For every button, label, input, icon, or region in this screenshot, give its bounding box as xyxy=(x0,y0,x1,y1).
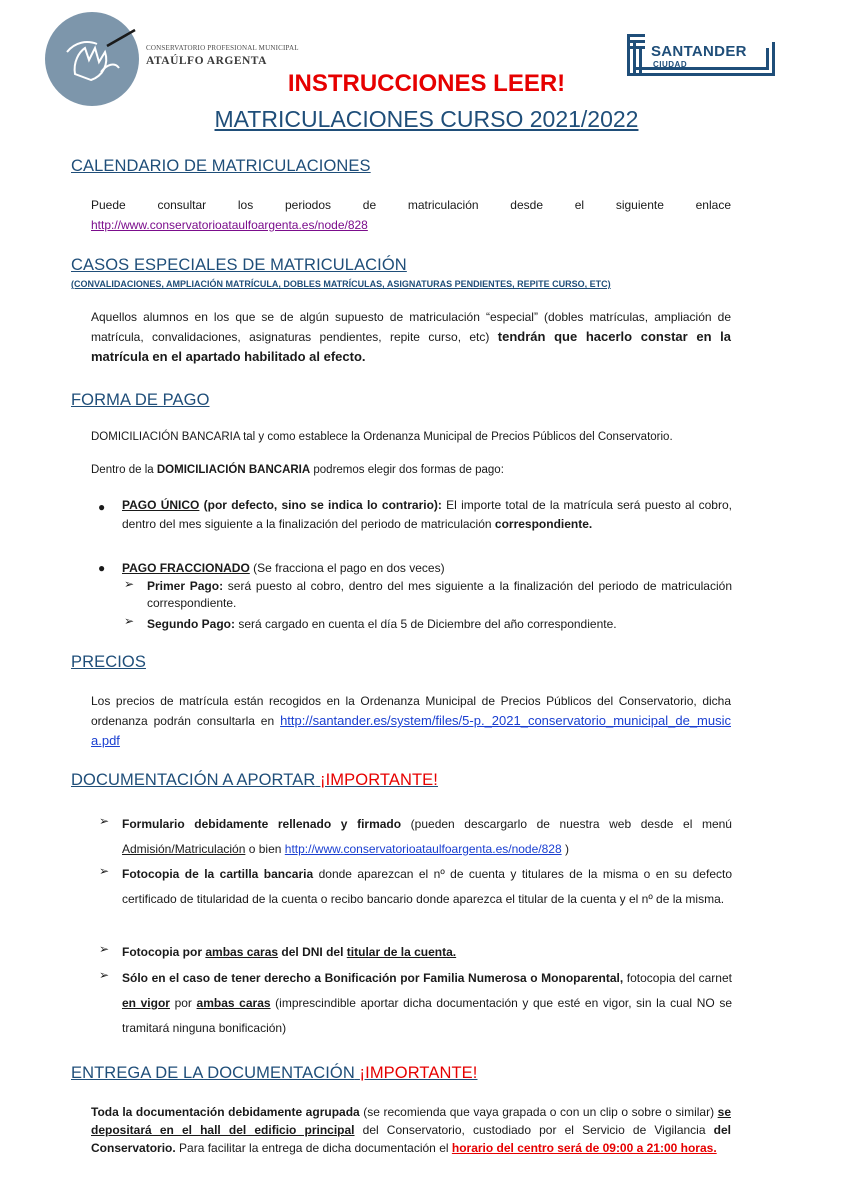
doc-item-4-caras: ambas caras xyxy=(196,996,271,1010)
calendario-link[interactable]: http://www.conservatorioataulfoargenta.es/node/828 xyxy=(91,218,368,232)
doc-item-4-text1: fotocopia del carnet xyxy=(626,971,732,985)
entrega-t3-bold: del Conservatorio. xyxy=(91,1123,731,1155)
doc-item-1-bold: Formulario debidamente rellenado y firmado xyxy=(122,817,402,831)
doc-item-3-b: ambas caras xyxy=(205,945,279,959)
entrega-t2-bold: se depositará en el hall del edificio principal xyxy=(91,1105,731,1137)
entrega-t3-red: horario del centro será de 09:00 a 21:00 horas. xyxy=(451,1141,717,1155)
doc-item-3-d: titular de la cuenta. xyxy=(346,945,457,959)
doc-item-1 xyxy=(122,812,732,862)
entrega-important: ¡IMPORTANTE! xyxy=(359,1064,478,1082)
entrega-t2-text: del Conservatorio, custodiado por el Servicio de Vigilancia xyxy=(362,1123,706,1137)
pago-unico-note: (por defecto, sino se indica lo contrario): xyxy=(203,498,442,512)
doc-item-3-c: del DNI del xyxy=(281,945,344,959)
calendario-link-row xyxy=(91,216,731,235)
doc-item-2 xyxy=(122,862,732,912)
bullet-dot-icon: ● xyxy=(98,500,106,514)
entrega-text xyxy=(91,1103,731,1157)
calendario-body: Puede consultar los periodos de matriculación desde el siguiente enlace xyxy=(91,198,731,212)
doc-item-1-link[interactable]: http://www.conservatorioataulfoargenta.es/node/828 xyxy=(284,842,562,856)
doc-item-3-a: Fotocopia por xyxy=(122,945,202,959)
pago-p2-pre: Dentro de la xyxy=(91,464,154,476)
pago-primer-text: será puesto al cobro, dentro del mes siguiente a la finalización del periodo de matriculación correspondiente. xyxy=(147,579,732,610)
pago-segundo-text: será cargado en cuenta el día 5 de Diciembre del año correspondiente. xyxy=(238,617,617,631)
precios-body: Los precios de matrícula están recogidos en la Ordenanza Municipal de Precios Públicos del Conservatorio, dicha ordenanza podrán consultarla en xyxy=(91,694,731,728)
pago-segundo xyxy=(147,615,732,633)
entrega-heading xyxy=(71,1064,477,1083)
documentacion-important: ¡IMPORTANTE! xyxy=(320,771,438,789)
calendario-text xyxy=(91,196,731,215)
doc-item-2-bold: Fotocopia de la cartilla bancaria xyxy=(122,867,314,881)
pago-heading: FORMA DE PAGO xyxy=(71,391,210,409)
page-subtitle: MATRICULACIONES CURSO 2021/2022 xyxy=(214,106,639,132)
documentacion-heading-text: DOCUMENTACIÓN A APORTAR xyxy=(71,771,316,789)
pago-primer xyxy=(147,578,732,612)
pago-unico xyxy=(122,496,732,534)
entrega-heading-text: ENTREGA DE LA DOCUMENTACIÓN xyxy=(71,1064,355,1082)
arrow-bullet-icon: ➢ xyxy=(99,942,110,956)
entrega-t3-text: Para facilitar la entrega de dicha documentación el xyxy=(179,1141,449,1155)
pago-unico-end: correspondiente. xyxy=(494,517,593,531)
santander-sub: CIUDAD xyxy=(653,60,688,69)
pago-p2-bold: DOMICILIACIÓN BANCARIA xyxy=(156,464,311,476)
doc-item-4-por: por xyxy=(174,996,192,1010)
precios-link[interactable]: http://santander.es/system/files/5-p._2021_conservatorio_municipal_de_musica.pdf xyxy=(91,713,731,748)
santander-brand: SANTANDER xyxy=(651,43,747,60)
pago-p2 xyxy=(91,461,741,480)
entrega-t1-text: (se recomienda que vaya grapada o con un clip o sobre o similar) xyxy=(363,1105,715,1119)
pago-frac-note: (Se fracciona el pago en dos veces) xyxy=(253,561,445,575)
doc-item-4-vigor: en vigor xyxy=(122,996,170,1010)
bullet-dot-icon: ● xyxy=(98,561,106,575)
pago-frac xyxy=(122,559,445,577)
doc-item-1-text: (pueden descargarlo de nuestra web desde el menú xyxy=(410,817,732,831)
casos-body-bold: tendrán que hacerlo constar en la matrícula en el apartado habilitado al efecto. xyxy=(91,329,732,364)
pago-unico-label: PAGO ÚNICO xyxy=(122,498,200,512)
doc-item-2-text: donde aparezcan el nº de cuenta y titulares de la misma o en su defecto certificado de titularidad de la cuenta o recibo bancario donde aparezca el titular de la cuenta y el nº de la misma. xyxy=(122,867,732,906)
doc-item-3 xyxy=(122,940,732,965)
precios-text xyxy=(91,692,731,751)
conservatorio-logo-line2: ATAÚLFO ARGENTA xyxy=(146,55,267,67)
doc-item-1-or: o bien xyxy=(248,842,282,856)
doc-item-1-close: ) xyxy=(564,842,569,856)
documentacion-heading xyxy=(71,771,438,790)
arrow-bullet-icon: ➢ xyxy=(99,814,110,828)
page-title: INSTRUCCIONES LEER! xyxy=(287,70,566,97)
casos-heading: CASOS ESPECIALES DE MATRICULACIÓN xyxy=(71,256,407,274)
entrega-t1-bold: Toda la documentación debidamente agrupada xyxy=(91,1105,360,1119)
pago-unico-text: El importe total de la matrícula será puesto al cobro, dentro del mes siguiente a la finalización del periodo de matriculación xyxy=(122,498,732,531)
doc-item-1-menu[interactable]: Admisión/Matriculación xyxy=(122,842,246,856)
casos-body: Aquellos alumnos en los que se de algún supuesto de matriculación “especial” (dobles matrículas, ampliación de matrícula, convalidaciones, asignaturas pendientes, repite curso, etc) xyxy=(91,310,731,344)
calendario-heading: CALENDARIO DE MATRICULACIONES xyxy=(71,157,371,175)
doc-item-4 xyxy=(122,966,732,1041)
pago-p1: DOMICILIACIÓN BANCARIA tal y como establece la Ordenanza Municipal de Precios Públicos del Conservatorio. xyxy=(91,431,673,443)
arrow-bullet-icon: ➢ xyxy=(124,614,135,628)
pago-p2-post: podremos elegir dos formas de pago: xyxy=(313,464,504,476)
doc-item-4-text2: (imprescindible aportar dicha documentación y que esté en vigor, sin la cual NO se tramitará ninguna bonificación) xyxy=(122,996,732,1035)
arrow-bullet-icon: ➢ xyxy=(99,864,110,878)
arrow-bullet-icon: ➢ xyxy=(124,577,135,591)
doc-item-4-bold: Sólo en el caso de tener derecho a Bonificación por Familia Numerosa o Monoparental, xyxy=(122,971,624,985)
casos-text xyxy=(91,307,731,367)
pago-segundo-label: Segundo Pago: xyxy=(147,617,235,631)
pago-primer-label: Primer Pago: xyxy=(147,579,224,593)
casos-subheading: (CONVALIDACIONES, AMPLIACIÓN MATRÍCULA, DOBLES MATRÍCULAS, ASIGNATURAS PENDIENTES, REPITE CURSO, ETC) xyxy=(71,279,611,289)
conservatorio-logo-line1: CONSERVATORIO PROFESIONAL MUNICIPAL xyxy=(146,44,299,52)
pago-frac-label: PAGO FRACCIONADO xyxy=(122,561,250,575)
precios-heading: PRECIOS xyxy=(71,653,146,671)
arrow-bullet-icon: ➢ xyxy=(99,968,110,982)
